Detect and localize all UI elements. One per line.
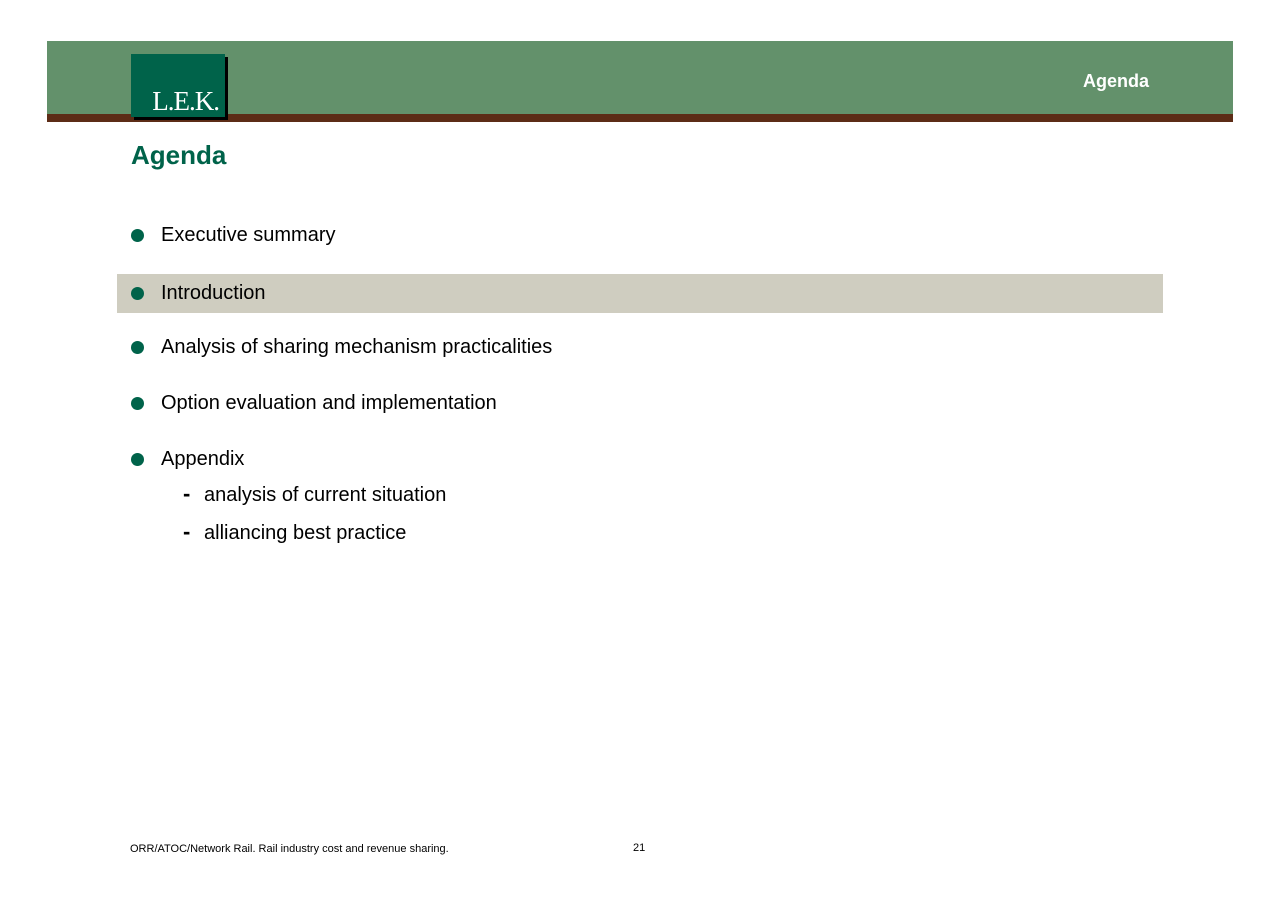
bullet-icon bbox=[131, 453, 144, 466]
dash-icon: - bbox=[183, 519, 191, 544]
subitem-label: analysis of current situation bbox=[204, 484, 447, 506]
logo-text: L.E.K. bbox=[152, 86, 219, 116]
page-title: Agenda bbox=[131, 140, 227, 170]
agenda-item-executive-summary bbox=[117, 216, 1163, 255]
agenda-item-label: Executive summary bbox=[161, 224, 336, 246]
agenda-item-appendix bbox=[117, 440, 1163, 479]
company-logo bbox=[131, 54, 225, 117]
agenda-item-analysis bbox=[117, 328, 1163, 367]
agenda-item-label: Option evaluation and implementation bbox=[161, 392, 497, 414]
agenda-item-label: Introduction bbox=[161, 282, 266, 304]
page-number: 21 bbox=[633, 842, 646, 854]
bullet-icon bbox=[131, 287, 144, 300]
bullet-icon bbox=[131, 229, 144, 242]
bullet-icon bbox=[131, 341, 144, 354]
header-section-title: Agenda bbox=[1083, 71, 1150, 91]
footer-source: ORR/ATOC/Network Rail. Rail industry cost and revenue sharing. bbox=[130, 843, 449, 855]
agenda-item-label: Analysis of sharing mechanism practicalities bbox=[161, 336, 553, 358]
subitem-label: alliancing best practice bbox=[204, 522, 407, 544]
agenda-item-option-evaluation bbox=[117, 384, 1163, 423]
agenda-item-introduction bbox=[117, 274, 1163, 313]
agenda-item-label: Appendix bbox=[161, 448, 245, 470]
dash-icon: - bbox=[183, 481, 191, 506]
bullet-icon bbox=[131, 397, 144, 410]
